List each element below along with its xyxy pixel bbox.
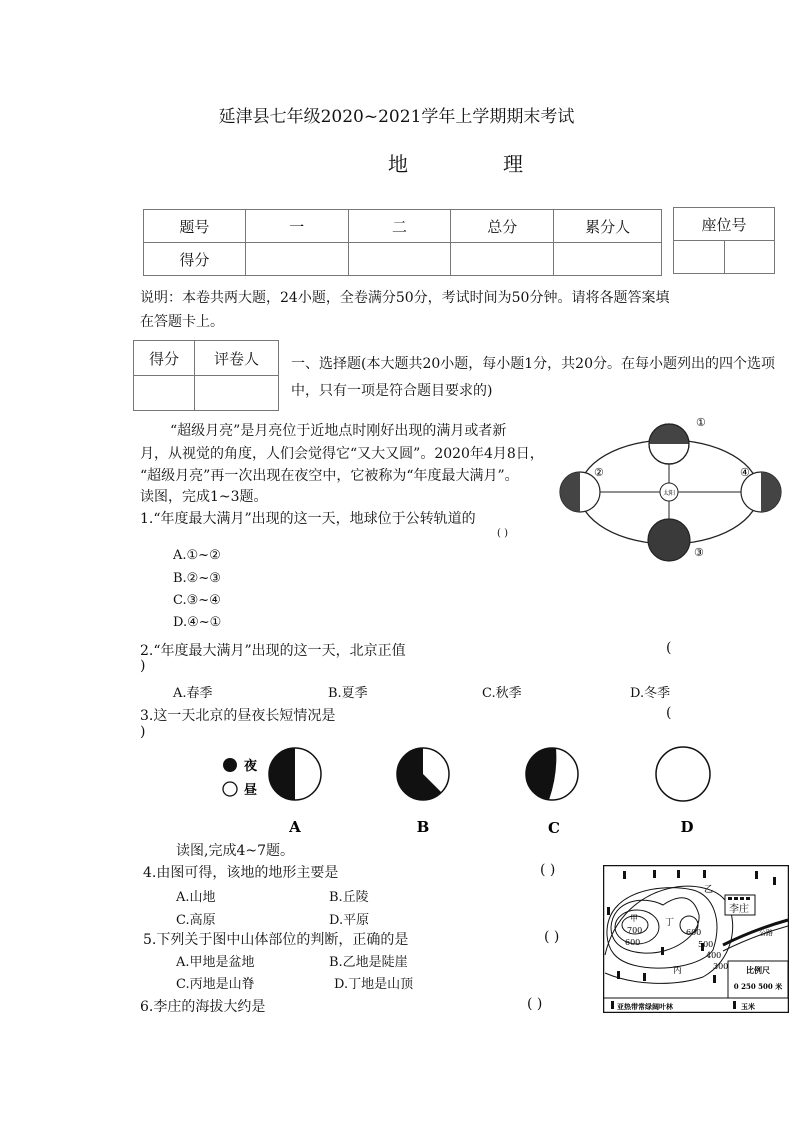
seat-cell[interactable] <box>725 241 775 274</box>
subject-geo-char: 地 <box>388 152 408 176</box>
score-cell[interactable] <box>451 243 554 276</box>
subject-li-char: 理 <box>503 152 523 176</box>
passage-line-4: 读图，完成1~3题。 <box>140 489 268 505</box>
grader-name-cell[interactable] <box>195 376 279 411</box>
contour-value: 300 <box>713 962 729 971</box>
section-1-heading-line-2: 中，只有一项是符合题目要求的) <box>291 383 493 399</box>
question-2-option-a[interactable]: A.春季 <box>173 686 213 701</box>
question-1-option-b[interactable]: B.②~③ <box>173 571 221 586</box>
question-2-paren-close: ) <box>140 658 146 674</box>
forest-legend-icon <box>611 1001 614 1009</box>
question-1-stem: 1.“年度最大满月”出现的这一天，地球位于公转轨道的 <box>140 511 476 527</box>
grader-name-label: 评卷人 <box>195 341 279 376</box>
passage-line-1: “超级月亮”是月亮位于近地点时刚好出现的满月或者新 <box>170 423 507 439</box>
map-label-jia: 甲 <box>630 914 638 923</box>
passage-line-2: 月，从视觉的角度，人们会觉得它“又大又圆”。2020年4月8日， <box>140 446 544 462</box>
question-5-option-c[interactable]: C.丙地是山脊 <box>176 977 255 992</box>
section-1-heading-line-1: 一、选择题(本大题共20小题，每小题1分，共20分。在每小题列出的四个选项 <box>291 356 775 372</box>
question-5-stem: 5.下列关于图中山体部位的判断，正确的是 <box>143 932 409 948</box>
sun-label: 太阳 <box>662 490 676 497</box>
score-header-cell: 累分人 <box>554 210 662 243</box>
earth-globe-icon <box>648 519 690 561</box>
day-legend-label: 昼 <box>244 783 258 798</box>
contour-value: 600 <box>686 928 702 937</box>
option-d-label: D <box>680 818 694 836</box>
corn-legend-icon <box>733 1001 736 1009</box>
orbit-position-label: ③ <box>694 546 704 559</box>
map-label-ding: 丁 <box>665 918 675 928</box>
question-2-paren-open[interactable]: ( <box>666 640 672 656</box>
seat-cell[interactable] <box>674 241 725 274</box>
score-header-cell: 二 <box>348 210 451 243</box>
question-3-stem: 3.这一天北京的昼夜长短情况是 <box>140 708 336 724</box>
question-1-answer-paren[interactable]: ( ) <box>497 528 508 539</box>
instructions-line-1: 说明：本卷共两大题，24小题，全卷满分50分，考试时间为50分钟。请将各题答案填 <box>140 290 670 306</box>
score-row-label: 得分 <box>144 243 246 276</box>
orbit-position-label: ② <box>594 466 604 479</box>
option-a-circle <box>269 748 321 800</box>
question-3-paren-close: ) <box>140 724 146 740</box>
map-label-lizhuang: 李庄 <box>729 904 749 915</box>
question-1-option-c[interactable]: C.③~④ <box>173 593 221 608</box>
contour-value: 600 <box>625 938 641 947</box>
contour-value: 500 <box>698 940 714 949</box>
night-legend-label: 夜 <box>244 759 258 774</box>
option-a-label: A <box>289 818 301 836</box>
question-1-option-a[interactable]: A.①~② <box>173 548 221 563</box>
score-cell[interactable] <box>245 243 348 276</box>
question-2-stem: 2.“年度最大满月”出现的这一天，北京正值 <box>140 643 406 659</box>
question-5-option-d[interactable]: D.丁地是山顶 <box>334 977 414 992</box>
option-d-circle <box>656 747 710 801</box>
exam-title: 延津县七年级2020~2021学年上学期期末考试 <box>218 107 575 127</box>
seat-number-label: 座位号 <box>674 208 775 241</box>
score-header-cell: 总分 <box>451 210 554 243</box>
question-4-stem: 4.由图可得，该地的地形主要是 <box>143 865 339 881</box>
question-4-option-a[interactable]: A.山地 <box>176 890 216 905</box>
passage-line-3: “超级月亮”再一次出现在夜空中，它被称为“年度最大满月”。 <box>140 468 519 484</box>
score-header-cell: 题号 <box>144 210 246 243</box>
question-6-answer-paren[interactable]: ( ) <box>527 996 543 1012</box>
question-4-option-b[interactable]: B.丘陵 <box>329 890 369 905</box>
question-5-option-a[interactable]: A.甲地是盆地 <box>176 955 255 970</box>
question-3-paren-open[interactable]: ( <box>666 705 672 721</box>
option-c-circle <box>526 748 578 800</box>
scale-title: 比例尺 <box>746 965 770 975</box>
map-label-yi: 乙 <box>704 885 714 895</box>
question-2-option-d[interactable]: D.冬季 <box>630 686 671 701</box>
earth-orbit-diagram <box>556 414 786 564</box>
option-b-circle <box>397 748 449 800</box>
question-4-option-c[interactable]: C.高原 <box>176 913 216 928</box>
question-5-answer-paren[interactable]: ( ) <box>544 929 560 945</box>
contour-value: 400 <box>706 951 722 960</box>
passage-2: 读图,完成4~7题。 <box>176 843 294 859</box>
option-c-label: C <box>548 819 560 837</box>
grader-score-label: 得分 <box>134 341 195 376</box>
question-5-option-b[interactable]: B.乙地是陡崖 <box>329 955 408 970</box>
score-cell[interactable] <box>554 243 662 276</box>
grader-score-cell[interactable] <box>134 376 195 411</box>
orbit-position-label: ① <box>696 416 706 429</box>
earth-globe-icon <box>649 424 689 464</box>
contour-value: 700 <box>627 926 643 935</box>
question-6-stem: 6.李庄的海拔大约是 <box>140 999 266 1015</box>
score-cell[interactable] <box>348 243 451 276</box>
question-2-option-b[interactable]: B.夏季 <box>328 686 368 701</box>
score-table <box>143 209 662 276</box>
map-label-bing: 丙 <box>673 966 683 976</box>
instructions-line-2: 在答题卡上。 <box>140 314 224 330</box>
contour-map <box>603 865 789 1013</box>
option-b-label: B <box>416 818 430 836</box>
question-4-option-d[interactable]: D.平原 <box>329 913 370 928</box>
grader-table <box>133 340 279 411</box>
question-4-answer-paren[interactable]: ( ) <box>540 862 556 878</box>
night-legend-icon <box>223 758 237 772</box>
map-label-road: 公路 <box>759 929 773 937</box>
seat-number-box <box>673 207 775 274</box>
day-legend-icon <box>223 782 237 796</box>
question-1-option-d[interactable]: D.④~① <box>173 615 222 630</box>
orbit-position-label: ④ <box>740 466 750 479</box>
legend-forest-label: 亚热带常绿阔叶林 <box>617 1002 673 1011</box>
score-header-cell: 一 <box>245 210 348 243</box>
day-night-diagram <box>220 742 720 837</box>
question-2-option-c[interactable]: C.秋季 <box>482 686 522 701</box>
legend-corn-label: 玉米 <box>741 1002 755 1011</box>
scale-values: 0 250 500 米 <box>733 982 783 991</box>
